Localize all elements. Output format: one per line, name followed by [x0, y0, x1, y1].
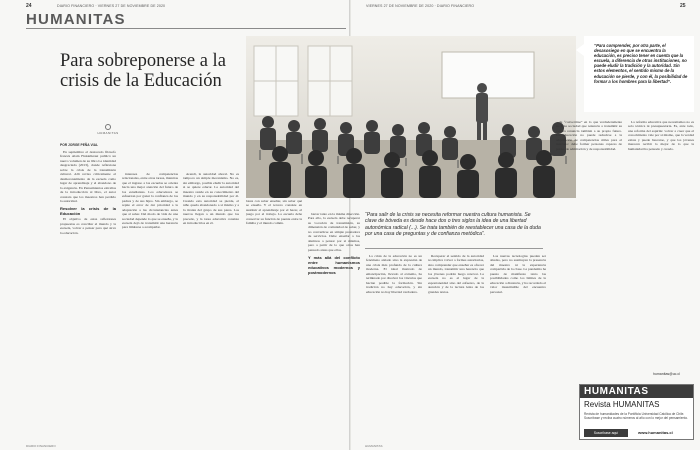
article-title: Para sobreponerse a la crisis de la Educación	[60, 51, 226, 91]
humanitas-ad[interactable]	[579, 384, 694, 440]
ad-logo: HUMANITAS	[584, 386, 649, 397]
footer-right: HUMANITAS	[365, 444, 383, 448]
page-number-left: 24	[26, 3, 32, 9]
column-6-text: La crisis de la educación no es un fenómeno aislado sino la expresión de una crisis más profunda de la cultura moderna. El ideal ilustrado de emancipación, llevado al extremo, ha terminado por disolver los vínculos que hacían posible la formación. Sin tradición no hay educación, y sin educación no hay libertad verdadera.	[366, 254, 422, 294]
pull-quote-text: “Para comprender, por otra parte, el desasosiego en que se encuentra la educación, es preciso tener en cuenta que la escuela, a diferencia de otras instituciones, no puede eludir la tradición y la autoridad. Sin estos elementos, el sentido mismo de la educación se pierde, y con él, la posibilidad de formar a los hombres para la libertad”.	[594, 43, 688, 84]
footer-left: DIARIO FINANCIERO	[26, 444, 56, 448]
section-rule	[26, 28, 346, 29]
article-column-10	[628, 120, 694, 370]
center-quote-rule	[365, 248, 543, 249]
column-9-text: de “convertirse” en lo que verdaderamente es. Una sociedad que renuncia a transmitir su cultura renuncia también a su propio futuro. La educación no puede reducirse a la adquisición de competencias útiles para el mercado: debe formar personas capaces de juicio, de admiración y de responsabilidad.	[556, 120, 622, 151]
column-3-text: Arendt, la autoridad aboral. No es tampoco un simple mecanismo. No es, sin embargo, posible eludir la autoridad si se quiere educar. La autoridad del maestro reside en su conocimiento del mundo y en su responsabilidad por él. Cuando esta autoridad se pierde, el niño queda abandonado a sí mismo y a la tiranía del grupo de sus pares. Los nuevos llegan a un mundo que los precede, y la tarea educativa consiste en introducirlos en él.	[183, 172, 239, 225]
logo-label: HUMANITAS	[97, 131, 119, 135]
article-column-7	[428, 254, 484, 432]
column-2-text: intereses de competencias relacionales, entre otras tareas, mientras que el ingreso a las escuelas se orienta hacia una mejor atención del futuro de los estudiantes. Los educadores se esfuerzan por ganar la confianza de los padres y de sus hijos. Sin embargo, se repite el error de dar prioridad a la adaptación a las circunstancias antes que al saber. Del modo de vida de una sociedad depende lo que se enseña, y la escuela dejó de transmitir una herencia para limitarse a acompañar.	[122, 172, 178, 230]
pull-quote-box	[584, 36, 694, 112]
page-header-right: VIERNES 27 DE NOVIEMBRE DE 2020 · DIARIO FINANCIERO	[366, 4, 475, 8]
article-byline: POR JORGE PEÑA VIAL	[60, 143, 98, 147]
humanitas-logo	[90, 124, 126, 135]
page-header-left: DIARIO FINANCIERO · VIERNES 27 DE NOVIEMBRE DE 2020	[57, 4, 166, 8]
column-5-text: barrer tanto en la misma dirección. Para ello, la escuela debe recuperar su vocación de transmisión, su dimensión de comunidad de saber, y no convertirse en simple prestadora de servicios. Debe enseñar a los alumnos a pensar por sí mismos, pero a partir de lo que otros han pensado antes que ellos.	[308, 212, 360, 252]
article-column-5	[308, 212, 360, 432]
article-column-1	[60, 150, 116, 432]
page-number-right: 25	[680, 3, 686, 9]
pull-quote-pointer	[576, 44, 584, 56]
subheading-2: Y más allá del conflicto entre humanismos educativos modernos y postmodernos	[308, 255, 360, 276]
section-title: HUMANITAS	[26, 11, 126, 28]
article-column-2	[122, 172, 178, 432]
article-column-3	[183, 172, 239, 432]
column-10-text: La reforma educativa que necesitamos no es solo técnica ni presupuestaria. Es, ante todo, una reforma del espíritu: volver a creer que el conocimiento vale por sí mismo, que la verdad existe y puede buscarse, y que los jóvenes merecen recibir lo mejor de lo que la humanidad ha pensado y creado.	[628, 120, 694, 151]
ad-url-link[interactable]: www.humanitas.cl	[638, 430, 673, 435]
center-quote: “Para salir de la crisis se necesita reformar nuestra cultura humanista. Se clave de bóveda es desde hace dos o tres siglos la idea de una libertad autonómica radical (...). Se trata también de reestablecer una casa de la duda por una casa de preguntas y de confianza metódica”.	[365, 212, 541, 238]
column-8-text: Las nuevas tecnologías pueden ser aliadas, pero no sustituyen la presencia del maestro ni la experiencia compartida de la clase. La pandemia ha puesto de manifiesto tanto las posibilidades como los límites de la educación a distancia, y ha recordado el valor insustituible del encuentro personal.	[490, 254, 546, 294]
column-7-text: Recuperar el sentido de la autoridad no implica volver a formas autoritarias, sino comprender que enseñar es ofrecer un mundo, transmitir una herencia que los jóvenes podrán luego renovar. La escuela no es el lugar de la espontaneidad sino del esfuerzo, de la atención y de la lectura lenta de los grandes textos.	[428, 254, 484, 294]
subheading-1: Resolver la crisis de la Educación	[60, 206, 116, 217]
article-column-6	[366, 254, 422, 432]
classroom-photo	[246, 36, 576, 198]
classroom-photo-image	[246, 36, 576, 198]
column-1-text: En septiembre el destacado filósofo francés Alain Finkielkraut publicó un nuevo volumen de su libro La identidad desgraciada (2013), donde reflexiona sobre la crisis de la transmisión cultural. Allí revisa críticamente el desmoronamiento de la escuela como lugar de aprendizaje y el abandono de la exigencia. En Pensamientos extraños de la introducción al libro, el autor constata que los maestros han perdido la autoridad.	[60, 150, 116, 203]
ad-subscribe-button[interactable]: Suscríbase aquí	[584, 429, 628, 437]
article-column-4	[246, 172, 302, 432]
logo-mark-icon	[105, 124, 111, 130]
article-column-9	[556, 120, 622, 370]
ad-title: Revista HUMANITAS	[584, 400, 660, 409]
author-email: humanitas@uc.cl	[653, 372, 680, 376]
ad-text: Revista de humanidades de la Pontificia Universidad Católica de Chile. Suscríbase y reciba cuatro números al año con lo mejor del pensamiento.	[584, 412, 689, 420]
column-4-text: basta con saber enseñar, sin saber qué se enseña. Y el tercero consiste en sustituir el aprendizaje por el hacer, el juego por el trabajo. La escuela debe conservar su función de puente entre la familia y el mundo común.	[246, 198, 302, 225]
column-1b-text: El objetivo de estas reflexiones propuestas es conciliar el mundo y la escuela, volver a pensar para qué sirve la educación.	[60, 217, 116, 235]
article-column-8	[490, 254, 546, 432]
